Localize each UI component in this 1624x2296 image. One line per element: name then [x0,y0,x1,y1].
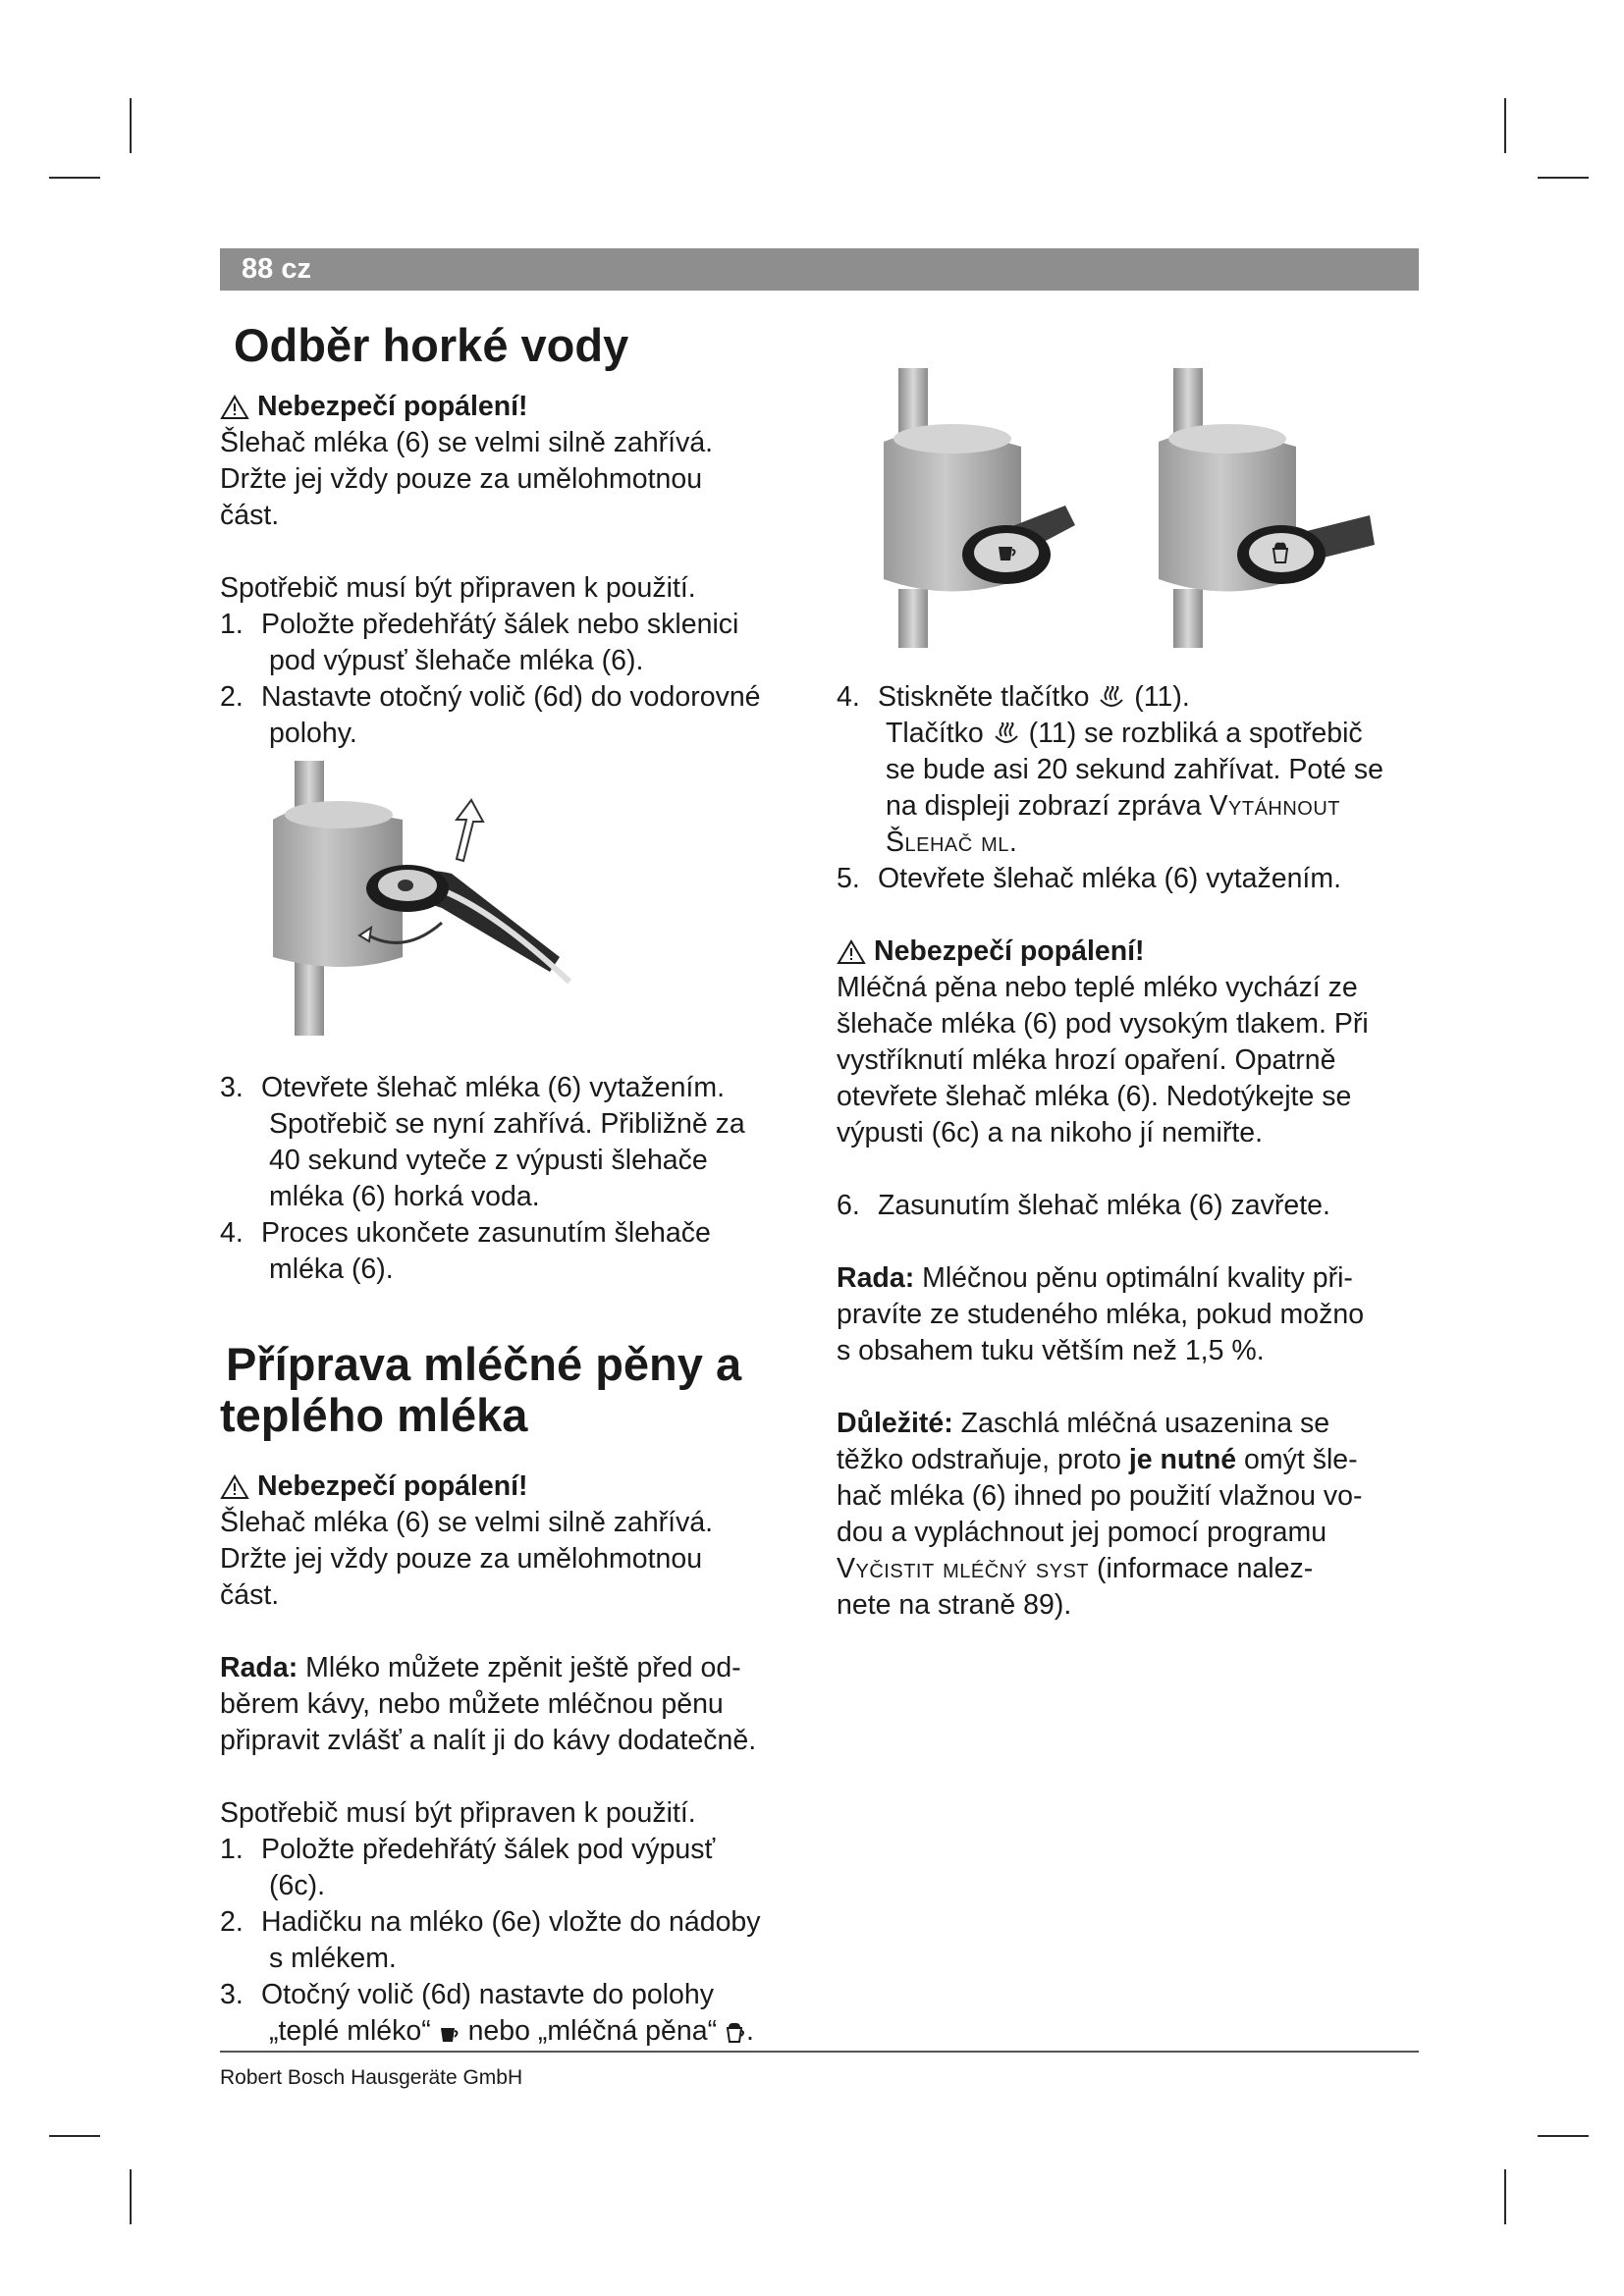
steam-icon [992,722,1021,746]
cup-icon [439,2024,460,2044]
tip-text: připravit zvlášť a nalít ji do kávy dodatečně. [220,1725,757,1756]
crop-mark [1504,2169,1506,2224]
left-column-cont [220,1070,809,2050]
important-text: Vyčistit mléčný syst (informace nalez- [837,1553,1314,1584]
list-item: 5. Otevřete šlehač mléka (6) vytažením. [837,863,1342,894]
ready-text: Spotřebič musí být připraven k použití. [220,572,696,604]
warning-text: část. [220,1579,280,1611]
section-title: Příprava mléčné pěny a [226,1338,742,1390]
steps-list [220,607,809,752]
tip-text: běrem kávy, nebo můžete mléčnou pěnu [220,1688,724,1720]
list-item: 1. Položte předehřátý šálek pod výpusť (6c). [220,1834,716,1901]
right-column [837,679,1426,1624]
list-item: 2. Hadičku na mléko (6e) vložte do nádoby s mlékem. [220,1906,761,1974]
section-title: teplého mléka [220,1389,528,1441]
warning-triangle-icon [837,939,866,965]
frother-buttons-illustration [874,368,1414,648]
list-item: 6. Zasunutím šlehač mléka (6) zavřete. [837,1190,1330,1221]
warning-triangle-icon [220,1474,249,1500]
list-item: 3. Otevřete šlehač mléka (6) vytažením. Spotřebič se nyní zahřívá. Přibližně za 40 sekund vyteče z výpusti šlehače mléka (6) horká voda. [220,1072,745,1212]
warning-title: Nebezpečí popálení! [837,934,1426,970]
section-title: Odběr horké vody [234,319,629,371]
warning-text: vystříknutí mléka hrozí opaření. Opatrně [837,1044,1336,1076]
steps-list [220,1070,809,1288]
warning-text: otevřete šlehač mléka (6). Nedotýkejte se [837,1081,1352,1112]
warning-triangle-icon [220,395,249,420]
warning-title: Nebezpečí popálení! [220,1468,809,1505]
tip-text: Rada: Mléko můžete zpěnit ještě před od- [220,1652,741,1683]
warning-text: šlehače mléka (6) pod vysokým tlakem. Při [837,1008,1369,1040]
important-text: Důležité: Zaschlá mléčná usazenina se [837,1408,1330,1439]
warning-text: Šlehač mléka (6) se velmi silně zahřívá. [220,427,714,458]
crop-mark [1504,98,1506,153]
tip-text: pravíte ze studeného mléka, pokud možno [837,1299,1365,1330]
ready-text: Spotřebič musí být připraven k použití. [220,1797,696,1829]
list-item: 2. Nastavte otočný volič (6d) do vodorovné polohy. [220,681,761,749]
frother-head-milk [884,368,1075,648]
tip-text: Rada: Mléčnou pěnu optimální kvality při- [837,1262,1353,1294]
list-item: 4. Stiskněte tlačítko (11). Tlačítko (11) se rozbliká a spotřebič se bude asi 20 sekund zahřívat. Poté se na displeji zobrazí zpráva Vytáhnout Šlehač ml. [837,681,1383,858]
warning-text: Šlehač mléka (6) se velmi silně zahřívá. [220,1507,714,1538]
list-item: 4. Proces ukončete zasunutím šlehače mléka (6). [220,1217,711,1285]
page-header [220,248,1419,291]
footer-divider [220,2051,1419,2053]
important-text: dou a vypláchnout jej pomocí programu [837,1517,1327,1548]
list-item: 1. Položte předehřátý šálek nebo sklenici pod výpusť šlehače mléka (6). [220,609,739,676]
warning-text: výpusti (6c) a na nikoho jí nemiřte. [837,1117,1264,1148]
important-text: těžko odstraňuje, proto je nutné omýt šle- [837,1444,1358,1475]
steps-list [837,679,1426,897]
warning-text: Mléčná pěna nebo teplé mléko vychází ze [837,972,1358,1003]
crop-mark [130,2169,132,2224]
steps-list [837,1188,1426,1224]
footer-text: Robert Bosch Hausgeräte GmbH [220,2066,523,2089]
frother-head-foam [1159,368,1375,648]
frother-rotate-illustration [265,761,589,1036]
important-text: nete na straně 89). [837,1589,1072,1621]
crop-mark [49,177,100,179]
list-item: 3. Otočný volič (6d) nastavte do polohy „teplé mléko“ nebo „mléčná pěna“ . [220,1979,754,2047]
left-column [220,320,809,752]
steam-icon [1097,686,1126,710]
crop-mark [1538,2135,1589,2137]
crop-mark [1538,177,1589,179]
warning-title: Nebezpečí popálení! [220,389,809,425]
tip-text: s obsahem tuku větším než 1,5 %. [837,1335,1265,1366]
page-number: 88 cz [242,253,311,285]
cup-icon [999,547,1012,561]
warning-text: Držte jej vždy pouze za umělohmotnou [220,1543,703,1575]
foam-cup-icon [725,2020,746,2044]
crop-mark [49,2135,100,2137]
warning-text: Držte jej vždy pouze za umělohmotnou [220,463,703,495]
important-text: hač mléka (6) ihned po použití vlažnou vo- [837,1480,1363,1512]
crop-mark [130,98,132,153]
warning-text: část. [220,500,280,531]
steps-list [220,1832,809,2050]
